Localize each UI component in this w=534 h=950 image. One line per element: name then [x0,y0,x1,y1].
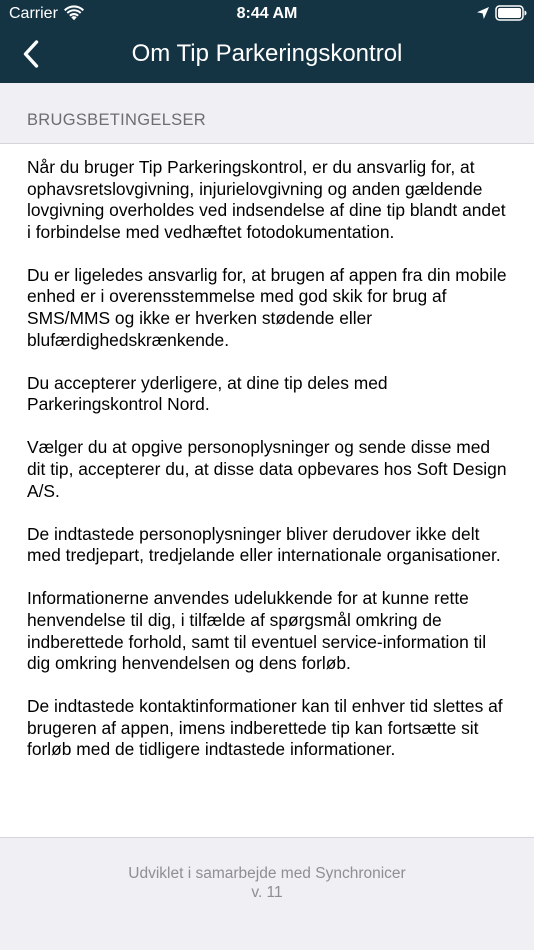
terms-card [0,144,534,838]
chevron-left-icon [23,40,39,68]
location-arrow-icon [476,6,490,20]
top-bar [0,0,534,83]
section-header-label: BRUGSBETINGELSER [27,111,207,129]
terms-paragraph: Du accepterer yderligere, at dine tip deles med Parkeringskontrol Nord. [27,372,388,415]
terms-paragraph: Du er ligeledes ansvarlig for, at brugen af appen fra din mobile enhed er i overensstemmelse med god skik for brug af SMS/MMS og ikke er hverken stødende eller blufærdighedskrænkende. [27,264,507,350]
back-button[interactable] [14,36,48,72]
terms-text [27,157,511,783]
footer-credit: Udviklet i samarbejde med Synchronicer [128,865,406,882]
status-bar [0,0,534,28]
footer-version: v. 11 [251,884,283,901]
page-title: Om Tip Parkeringskontrol [131,40,403,67]
footer [0,838,534,950]
navigation-bar [0,28,534,83]
terms-paragraph: Vælger du at opgive personoplysninger og sende disse med dit tip, accepterer du, at disse data opbevares hos Soft Design A/S. [27,437,507,501]
terms-paragraph: Informationerne anvendes udelukkende for at kunne rette henvendelse til dig, i tilfælde af spørgsmål omkring de indberettede forhold, samt til eventuel service-information til dig omkring henvendelsen og dens forløb. [27,588,487,674]
carrier-label: Carrier [9,5,58,22]
section-header [0,83,534,144]
terms-paragraph: Når du bruger Tip Parkeringskontrol, er du ansvarlig for, at ophavsretslovgivning, injurielovgivning og anden gældende lovgivning overholdes ved indsendelse af dine tip blandt andet i forbindelse med vedhæftet fotodokumentation. [27,157,506,242]
status-time: 8:44 AM [236,5,298,22]
battery-icon [495,5,527,21]
terms-paragraph: De indtastede personoplysninger bliver derudover ikke delt med tredjepart, tredjelande eller internationale organisationer. [27,523,501,566]
terms-paragraph: De indtastede kontaktinformationer kan til enhver tid slettes af brugeren af appen, imens indberettede tip kan fortsætte sit forløb med de tidligere indtastede informationer. [27,696,503,760]
